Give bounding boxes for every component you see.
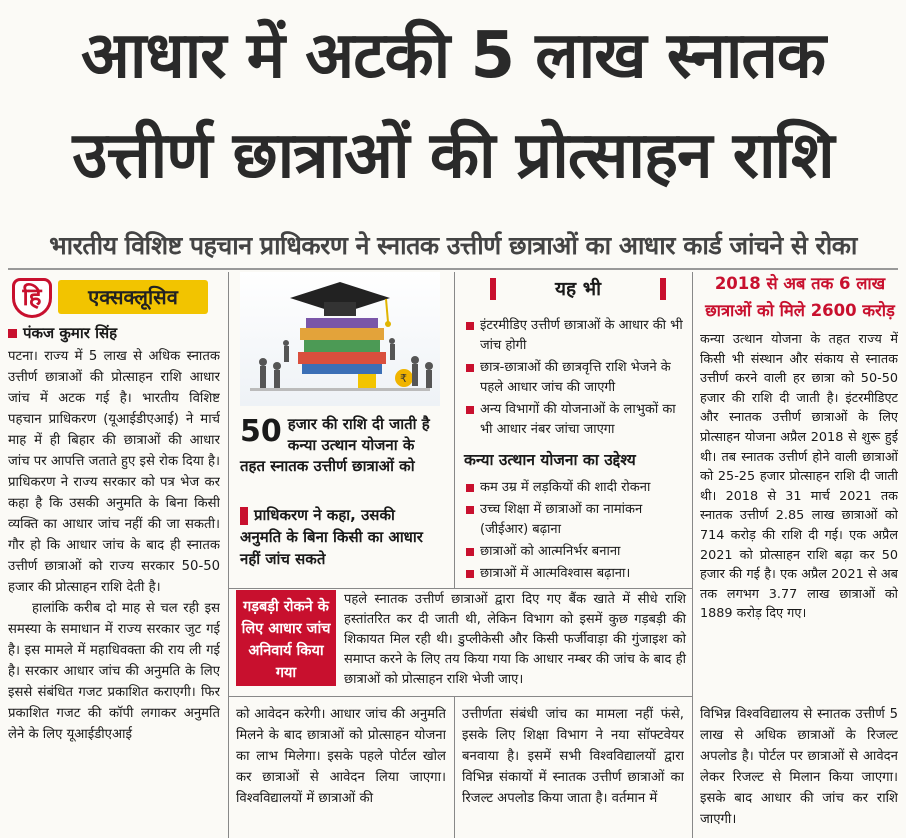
list-item: छात्राओं को आत्मनिर्भर बनाना [464, 542, 686, 562]
authority-quote [240, 504, 440, 570]
stat-number: 50 [240, 414, 282, 449]
newspaper-logo: हि [12, 278, 52, 318]
highlight-label: गड़बड़ी रोकने के लिए आधार जांच अनिवार्य किया गया [236, 590, 336, 686]
box-bottom-rule [228, 696, 692, 697]
list-item: अन्य विभागों की योजनाओं के लाभुकों का भी आधार नंबर जांचा जाएगा [464, 400, 686, 440]
article-column-3: उत्तीर्णता संबंधी जांच का मामला नहीं फंसे, इसके लिए शिक्षा विभाग ने नया सॉफ्टवेयर बनवाया है। इसमें सभी विश्वविद्यालयों द्वारा विभिन्न संकायों में स्नातक उत्तीर्ण छात्राओं का रिजल्ट अपलोड किया जाता है। वर्तमान में [462, 707, 684, 806]
list-item: छात्र-छात्राओं की छात्रवृत्ति राशि भेजने के पहले आधार जांच की जाएगी [464, 358, 686, 398]
col1-paragraph-1: पटना। राज्य में 5 लाख से अधिक स्नातक उत्तीर्ण छात्राओं की प्रोत्साहन राशि आधार जांच में अटक गई है। भारतीय विशिष्ट पहचान प्राधिकरण (यूआईडीएआई) ने मार्च माह में ही बिहार की छात्राओं की आधार जांच पर आपत्ति जताते हुए इसे रोक दिया है। प्राधिकरण ने राज्य सरकार को पत्र भेज कर कहा है कि उसकी अनुमति के बिना किसी व्यक्ति का आधार जांच नहीं की जा सकती। गौर हो कि आधार जांच के बाद ही स्नातक उत्तीर्ण छात्राओं को राज्य सरकार 50-50 हजार की प्रोत्साहन राशि देती है। [8, 349, 220, 595]
subheadline: भारतीय विशिष्ट पहचान प्राधिकरण ने स्नातक उत्तीर्ण छात्राओं का आधार कार्ड जांचने से रोका [49, 231, 857, 260]
yah-bhi-list [464, 316, 686, 442]
byline-marker-icon [8, 329, 17, 338]
objective-title: कन्या उत्थान योजना का उद्देश्य [464, 451, 636, 469]
article-column-1 [8, 346, 220, 836]
article-column-2: को आवेदन करेगी। आधार जांच की अनुमति मिलने के बाद छात्राओं को प्रोत्साहन योजना का लाभ मिलेगा। इसके पहले पोर्टल खोल कर छात्राओं से आवेदन लिया जाएगा। विश्वविद्यालयों में छात्राओं की [236, 707, 446, 806]
list-item: उच्च शिक्षा में छात्राओं का नामांकन (जीईआर) बढ़ाना [464, 500, 686, 540]
yah-bhi-right-bar-icon [660, 278, 666, 300]
authority-quote-text: प्राधिकरण ने कहा, उसकी अनुमति के बिना किसी का आधार नहीं जांच सकते [240, 506, 423, 568]
stat-quote [240, 414, 440, 477]
list-item: इंटरमीडिए उत्तीर्ण छात्राओं के आधार की भी जांच होगी [464, 316, 686, 356]
graduation-cap-and-books-icon [240, 272, 440, 406]
highlight-text: पहले स्नातक उत्तीर्ण छात्राओं द्वारा दिए गए बैंक खाते में सीधे राशि हस्तांतरित कर दी जाती थी, लेकिन विभाग को इसमें कुछ गड़बड़ी की शिकायत मिल रही थी। डुप्लीकेसी और किसी फर्जीवाड़ा की गुंजाइश को समाप्त करने के लिए तय किया गया कि आधार नम्बर की जांच के बाद ही छात्राओं को प्रोत्साहन राशि भेजी जाए। [344, 592, 686, 687]
graduation-illustration [240, 272, 440, 406]
exclusive-label: एक्सक्लूसिव [58, 280, 208, 314]
headline-line-1: आधार में अटकी 5 लाख स्नातक [80, 19, 826, 93]
divider-3 [692, 272, 693, 838]
divider-2 [454, 272, 455, 588]
sidebar-heading: 2018 से अब तक 6 लाख छात्राओं को मिले 2600 करोड़ [705, 274, 895, 320]
author-byline [8, 322, 117, 344]
stat-text: हजार की राशि दी जाती है कन्या उत्थान योजना के तहत स्नातक उत्तीर्ण छात्राओं को [240, 415, 430, 475]
author-name: पंकज कुमार सिंह [23, 324, 118, 342]
svg-text:₹: ₹ [400, 372, 407, 385]
list-item: कम उम्र में लड़कियों की शादी रोकना [464, 478, 686, 498]
quote-marker-icon [240, 507, 248, 525]
box-top-rule [228, 588, 692, 589]
list-item: छात्राओं में आत्मविश्वास बढ़ाना। [464, 564, 686, 584]
divider-4 [454, 696, 455, 838]
divider-1 [228, 272, 229, 838]
col1-paragraph-2: हालांकि करीब दो माह से चल रही इस समस्या के समाधान में राज्य सरकार जुट गई है। इस मामले में महाधिवक्ता की राय ली गई है। सरकार आधार जांच की अनुमति के लिए इससे संबंधित गजट प्रकाशित कराएगी। फिर प्रकाशित गजट की कॉपी लगाकर अनुमति लेने के लिए यूआईडीएआई [8, 601, 220, 742]
headline-line-2: उत्तीर्ण छात्राओं की प्रोत्साहन राशि [72, 119, 834, 193]
yah-bhi-header [488, 272, 668, 306]
sidebar-text: कन्या उत्थान योजना के तहत राज्य में किसी भी संस्थान और संकाय से स्नातक उत्तीर्ण करने वाली हर छात्रा को 50-50 हजार की राशि दी जाती है। इंटरमीडिएट और स्नातक उत्तीर्ण छात्राओं के लिए प्रोत्साहन योजना अप्रैल 2018 से शुरू हुई थी। तब स्नातक उत्तीर्ण होने वाली छात्राओं को 25-25 हजार प्रोत्साहन राशि दी जाती थी। 2018 से 31 मार्च 2021 तक स्नातक उत्तीर्ण 2.85 लाख छात्राओं को 714 करोड़ की राशि दी गई। एक अप्रैल 2021 को प्रोत्साहन राशि बढ़ा कर 50 हजार की गई है। एक अप्रैल 2021 से अब तक लगभग 3.77 लाख छात्राओं को 1889 करोड़ दिए गए। [700, 332, 898, 622]
objective-list [464, 478, 686, 586]
article-column-4: विभिन्न विश्वविद्यालय से स्नातक उत्तीर्ण 5 लाख से अधिक छात्राओं के रिजल्ट अपलोड है। पोर्टल पर छात्राओं से आवेदन लेकर रिजल्ट से मिलान किया जाएगा। इसके बाद आधार की जांच कर राशि जाएगी। [700, 707, 898, 827]
yah-bhi-title: यह भी [554, 278, 601, 300]
